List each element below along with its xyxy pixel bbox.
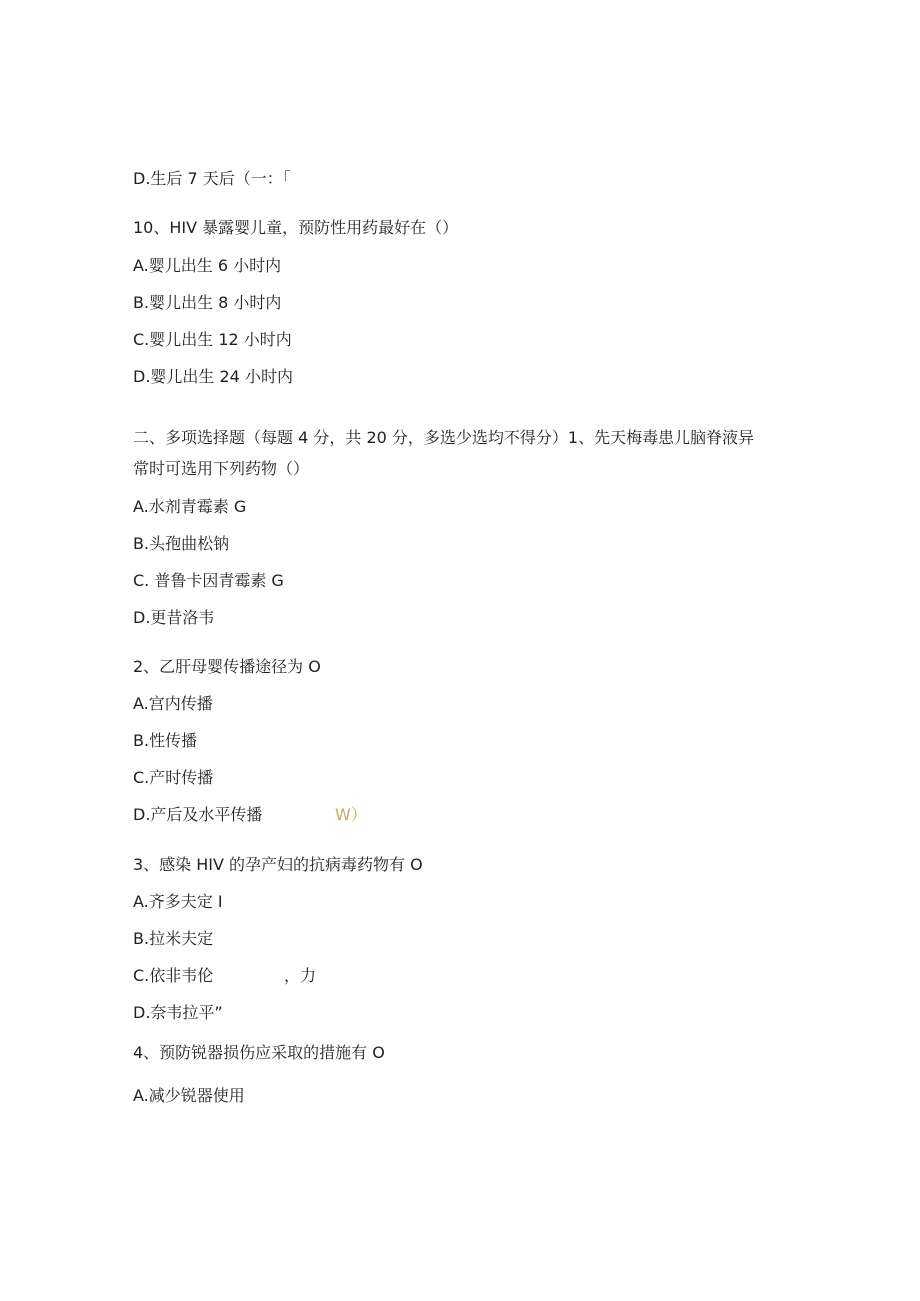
m4-stem: 4、预防锐器损伤应采取的措施有 O [133,1043,385,1062]
q10-stem: 10、HIV 暴露婴儿童，预防性用药最好在（） [133,218,459,237]
m2-option-d: D.产后及水平传播 [133,805,263,824]
m1-option-c: C. 普鲁卡因青霉素 G [133,571,284,590]
m3-option-c: C.依非韦伦 [133,966,214,985]
m2-stray-mark: W） [335,805,367,824]
m4-option-a: A.减少锐器使用 [133,1086,245,1105]
q10-option-a: A.婴儿出生 6 小时内 [133,256,282,275]
m2-stem: 2、乙肝母婴传播途径为 O [133,657,321,676]
m3-option-b: B.拉米夫定 [133,929,214,948]
q10-option-c: C.婴儿出生 12 小时内 [133,330,292,349]
m3-option-a: A.齐多夫定 I [133,892,223,911]
m3-stem: 3、感染 HIV 的孕产妇的抗病毒药物有 O [133,855,423,874]
m3-option-d: D.奈韦拉平” [133,1003,223,1022]
m3-stray-mark: ，力 [284,966,317,985]
q10-option-b: B.婴儿出生 8 小时内 [133,293,282,312]
m1-option-a: A.水剂青霉素 G [133,497,247,516]
q9-option-d: D.生后 7 天后（一：「 [133,169,291,188]
m1-option-d: D.更昔洛韦 [133,608,215,627]
m2-option-c: C.产时传播 [133,768,214,787]
section2-heading-line1: 二、多项选择题（每题 4 分，共 20 分，多选少选均不得分）1、先天梅毒患儿脑脊液异 [133,428,755,447]
m2-option-b: B.性传播 [133,731,198,750]
q10-option-d: D.婴儿出生 24 小时内 [133,367,293,386]
m2-option-a: A.宫内传播 [133,694,213,713]
section2-heading-line2: 常时可选用下列药物（） [133,459,310,478]
m1-option-b: B.头孢曲松钠 [133,534,230,553]
